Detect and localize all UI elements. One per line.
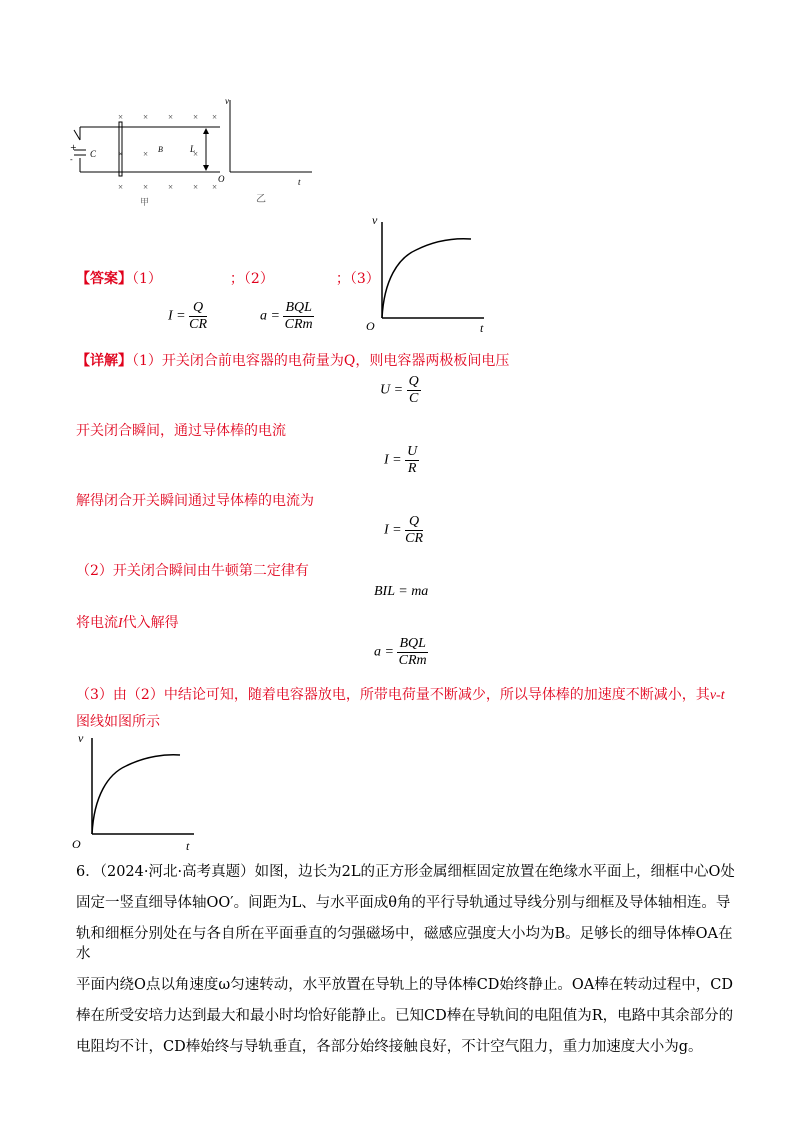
figure-label-yi: 乙 (256, 194, 266, 205)
axis-label-t: t (186, 839, 190, 853)
axis-label-v: v (372, 213, 378, 227)
answer-line (76, 268, 380, 288)
svg-text:×: × (212, 182, 218, 192)
svg-text:×: × (193, 112, 199, 122)
answer-tag: 【答案】 (76, 271, 132, 287)
empty-vt-axes (212, 92, 322, 207)
label-l: L (190, 144, 196, 154)
svg-text:×: × (143, 112, 149, 122)
answer-eq2: a = $\frac{\text{BQL}}{\text{CRm}}$ (260, 300, 313, 332)
axis-label-t: t (480, 321, 484, 335)
origin-label: O (72, 837, 81, 851)
detail-line5: 将电流I代入解得 (76, 615, 179, 631)
minus-sign: - (70, 155, 73, 164)
axis-label-v: v (78, 731, 84, 745)
detail-line6: （3）由（2）中结论可知，随着电容器放电，所带电荷量不断减少，所以导体棒的加速度不断减小，其v-t 图线如图所示 (76, 687, 725, 730)
problem-line: 平面内绕O点以角速度ω匀速转动，水平放置在导轨上的导体棒CD始终静止。OA棒在转动过程中，CD (76, 977, 734, 993)
answer-part1: （1） (132, 271, 162, 287)
eq-newton: BIL = ma (374, 584, 429, 599)
figure-label-jia: 甲 (140, 198, 150, 208)
answer-eq1: I = $\frac{Q}{CR}$ (168, 300, 207, 332)
problem-line: 轨和细框分别处在与各自所在平面垂直的匀强磁场中，磁感应强度大小均为B。足够长的细导体棒OA在水 (76, 926, 733, 962)
svg-text:×: × (143, 149, 149, 159)
label-b: B (158, 145, 163, 154)
problem-6 (76, 862, 736, 1057)
svg-text:×: × (118, 182, 124, 192)
svg-text:×: × (118, 149, 124, 159)
detail-line1: 【详解】（1）开关闭合前电容器的电荷量为Q，则电容器两极板间电压 (76, 353, 510, 369)
eq-accel: a = $\frac{\text{BQL}}{\text{CRm}}$ (374, 636, 427, 668)
origin-label: O (366, 319, 375, 333)
problem-line: 棒在所受安培力达到最大和最小时均恰好能静止。已知CD棒在导轨间的电阻值为R，电路中其余部分的 (76, 1008, 734, 1024)
axis-label-t: t (298, 177, 301, 187)
svg-text:×: × (212, 112, 218, 122)
axis-label-v: v (225, 96, 229, 106)
answer-vt-graph (366, 210, 496, 335)
svg-text:×: × (193, 182, 199, 192)
svg-text:×: × (143, 182, 149, 192)
answer-sep2: ；（3） (335, 271, 380, 287)
field-crosses (118, 112, 217, 192)
svg-text:×: × (168, 182, 174, 192)
detail-vt-graph (70, 730, 200, 855)
detail-tag: 【详解】 (76, 353, 132, 369)
detail-line4: （2）开关闭合瞬间由牛顿第二定律有 (76, 563, 309, 579)
svg-text:×: × (193, 149, 199, 159)
plus-sign: + (70, 143, 77, 152)
problem-line: 电阻均不计，CD棒始终与导轨垂直，各部分始终接触良好，不计空气阻力，重力加速度大小为g。 (76, 1039, 703, 1055)
detail-line3: 解得闭合开关瞬间通过导体棒的电流为 (76, 493, 314, 509)
answer-sep1: ；（2） (229, 271, 274, 287)
detail-line2: 开关闭合瞬间，通过导体棒的电流 (76, 423, 286, 439)
label-c: C (90, 149, 97, 159)
eq-i2: I = $\frac{Q}{CR}$ (384, 514, 423, 546)
problem-line: 6．（2024·河北·高考真题）如图，边长为2L的正方形金属细框固定放置在绝缘水平面上，细框中心O处 (76, 864, 735, 880)
problem-line: 固定一竖直细导体轴OO′。间距为L、与水平面成θ角的平行导轨通过导线分别与细框及导体轴相连。导 (76, 895, 731, 911)
svg-text:×: × (118, 112, 124, 122)
eq-u: U = $\frac{Q}{C}$ (380, 374, 419, 406)
circuit-figure (60, 100, 230, 210)
eq-i1: I = $\frac{U}{R}$ (384, 444, 418, 476)
origin-label: O (218, 174, 225, 184)
svg-text:×: × (168, 112, 174, 122)
